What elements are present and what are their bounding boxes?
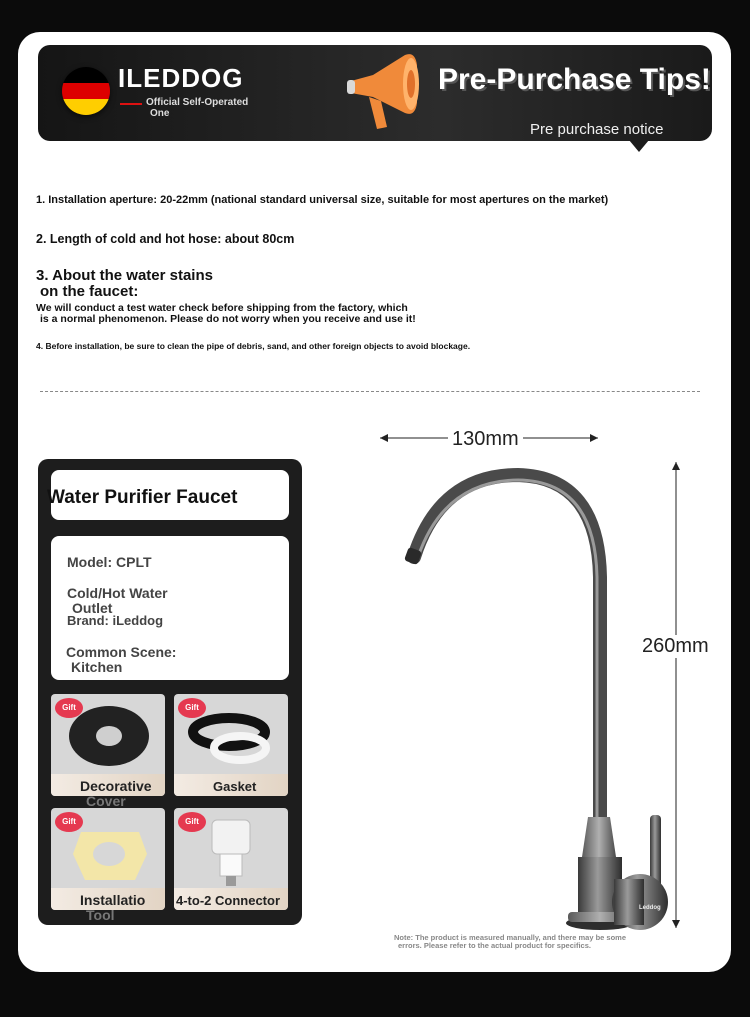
spec-panel: [38, 459, 302, 925]
measurement-note-line-2: errors. Please refer to the actual product for specifics.: [398, 941, 591, 950]
tip-4: 4. Before installation, be sure to clean the pipe of debris, sand, and other foreign objects to avoid blockage.: [36, 341, 471, 351]
brand-sub-line-2: One: [150, 108, 170, 119]
gift-badge: Gift: [178, 698, 206, 718]
tip-3-heading-line-2: on the faucet:: [40, 283, 139, 300]
tip-3-body-line-2: is a normal phenomenon. Please do not worry when you receive and use it!: [40, 313, 416, 325]
installation-tool-label: [80, 893, 145, 923]
spec-outlet: [67, 586, 168, 616]
tip-2: 2. Length of cold and hot hose: about 80cm: [36, 232, 295, 246]
product-card: [18, 32, 731, 972]
banner-title: Pre-Purchase Tips!: [438, 63, 711, 96]
megaphone-icon: [343, 51, 423, 133]
pre-purchase-banner: [38, 45, 712, 141]
section-divider: [40, 391, 700, 392]
tip-3-heading-line-1: 3. About the water stains: [36, 267, 213, 284]
gift-badge: Gift: [178, 812, 206, 832]
spec-outlet-line-1: Cold/Hot Water: [67, 585, 168, 601]
gasket-label: Gasket: [213, 779, 257, 794]
decorative-cover-label: [80, 779, 152, 809]
decorative-cover-label-line-2: Cover: [86, 793, 126, 809]
decorative-cover-label-line-1: Decorative: [80, 778, 152, 794]
height-dimension-arrow: [668, 460, 684, 930]
brand-divider: [120, 103, 142, 105]
installation-tool-label-line-2: Tool: [86, 907, 115, 923]
height-dimension-label: 260mm: [642, 635, 709, 657]
spec-outlet-line-2: Outlet: [72, 600, 113, 616]
brand-subtitle: [146, 97, 248, 119]
measurement-note: [394, 934, 694, 950]
brand-name: ILEDDOG: [118, 63, 244, 93]
tip-1: 1. Installation aperture: 20-22mm (national standard universal size, suitable for most apertures on the market): [36, 194, 609, 206]
tip-3-body: [36, 303, 416, 325]
tip-3-body-line-1: We will conduct a test water check before shipping from the factory, which: [36, 302, 408, 314]
spec-scene-line-1: Common Scene:: [66, 644, 177, 660]
faucet-image: [378, 457, 688, 937]
banner-pointer: [629, 140, 649, 152]
measurement-note-line-1: Note: The product is measured manually, and there may be some: [394, 933, 627, 942]
spec-model: Model: CPLT: [67, 554, 152, 570]
spec-brand: Brand: iLeddog: [67, 613, 164, 628]
tip-3-heading: [36, 268, 213, 300]
spec-scene: [66, 645, 176, 675]
spec-title: Water Purifier Faucet: [47, 487, 238, 508]
spec-scene-line-2: Kitchen: [71, 659, 123, 675]
gift-badge: Gift: [55, 812, 83, 832]
connector-label: 4-to-2 Connector: [176, 893, 280, 908]
brand-sub-line-1: Official Self-Operated: [146, 97, 249, 108]
faucet-logo: Leddog: [639, 905, 661, 911]
width-dimension-label: 130mm: [448, 428, 523, 451]
banner-subtitle: Pre purchase notice: [530, 121, 664, 138]
gift-badge: Gift: [55, 698, 83, 718]
installation-tool-label-line-1: Installatio: [80, 892, 146, 908]
germany-flag-icon: [62, 67, 110, 115]
